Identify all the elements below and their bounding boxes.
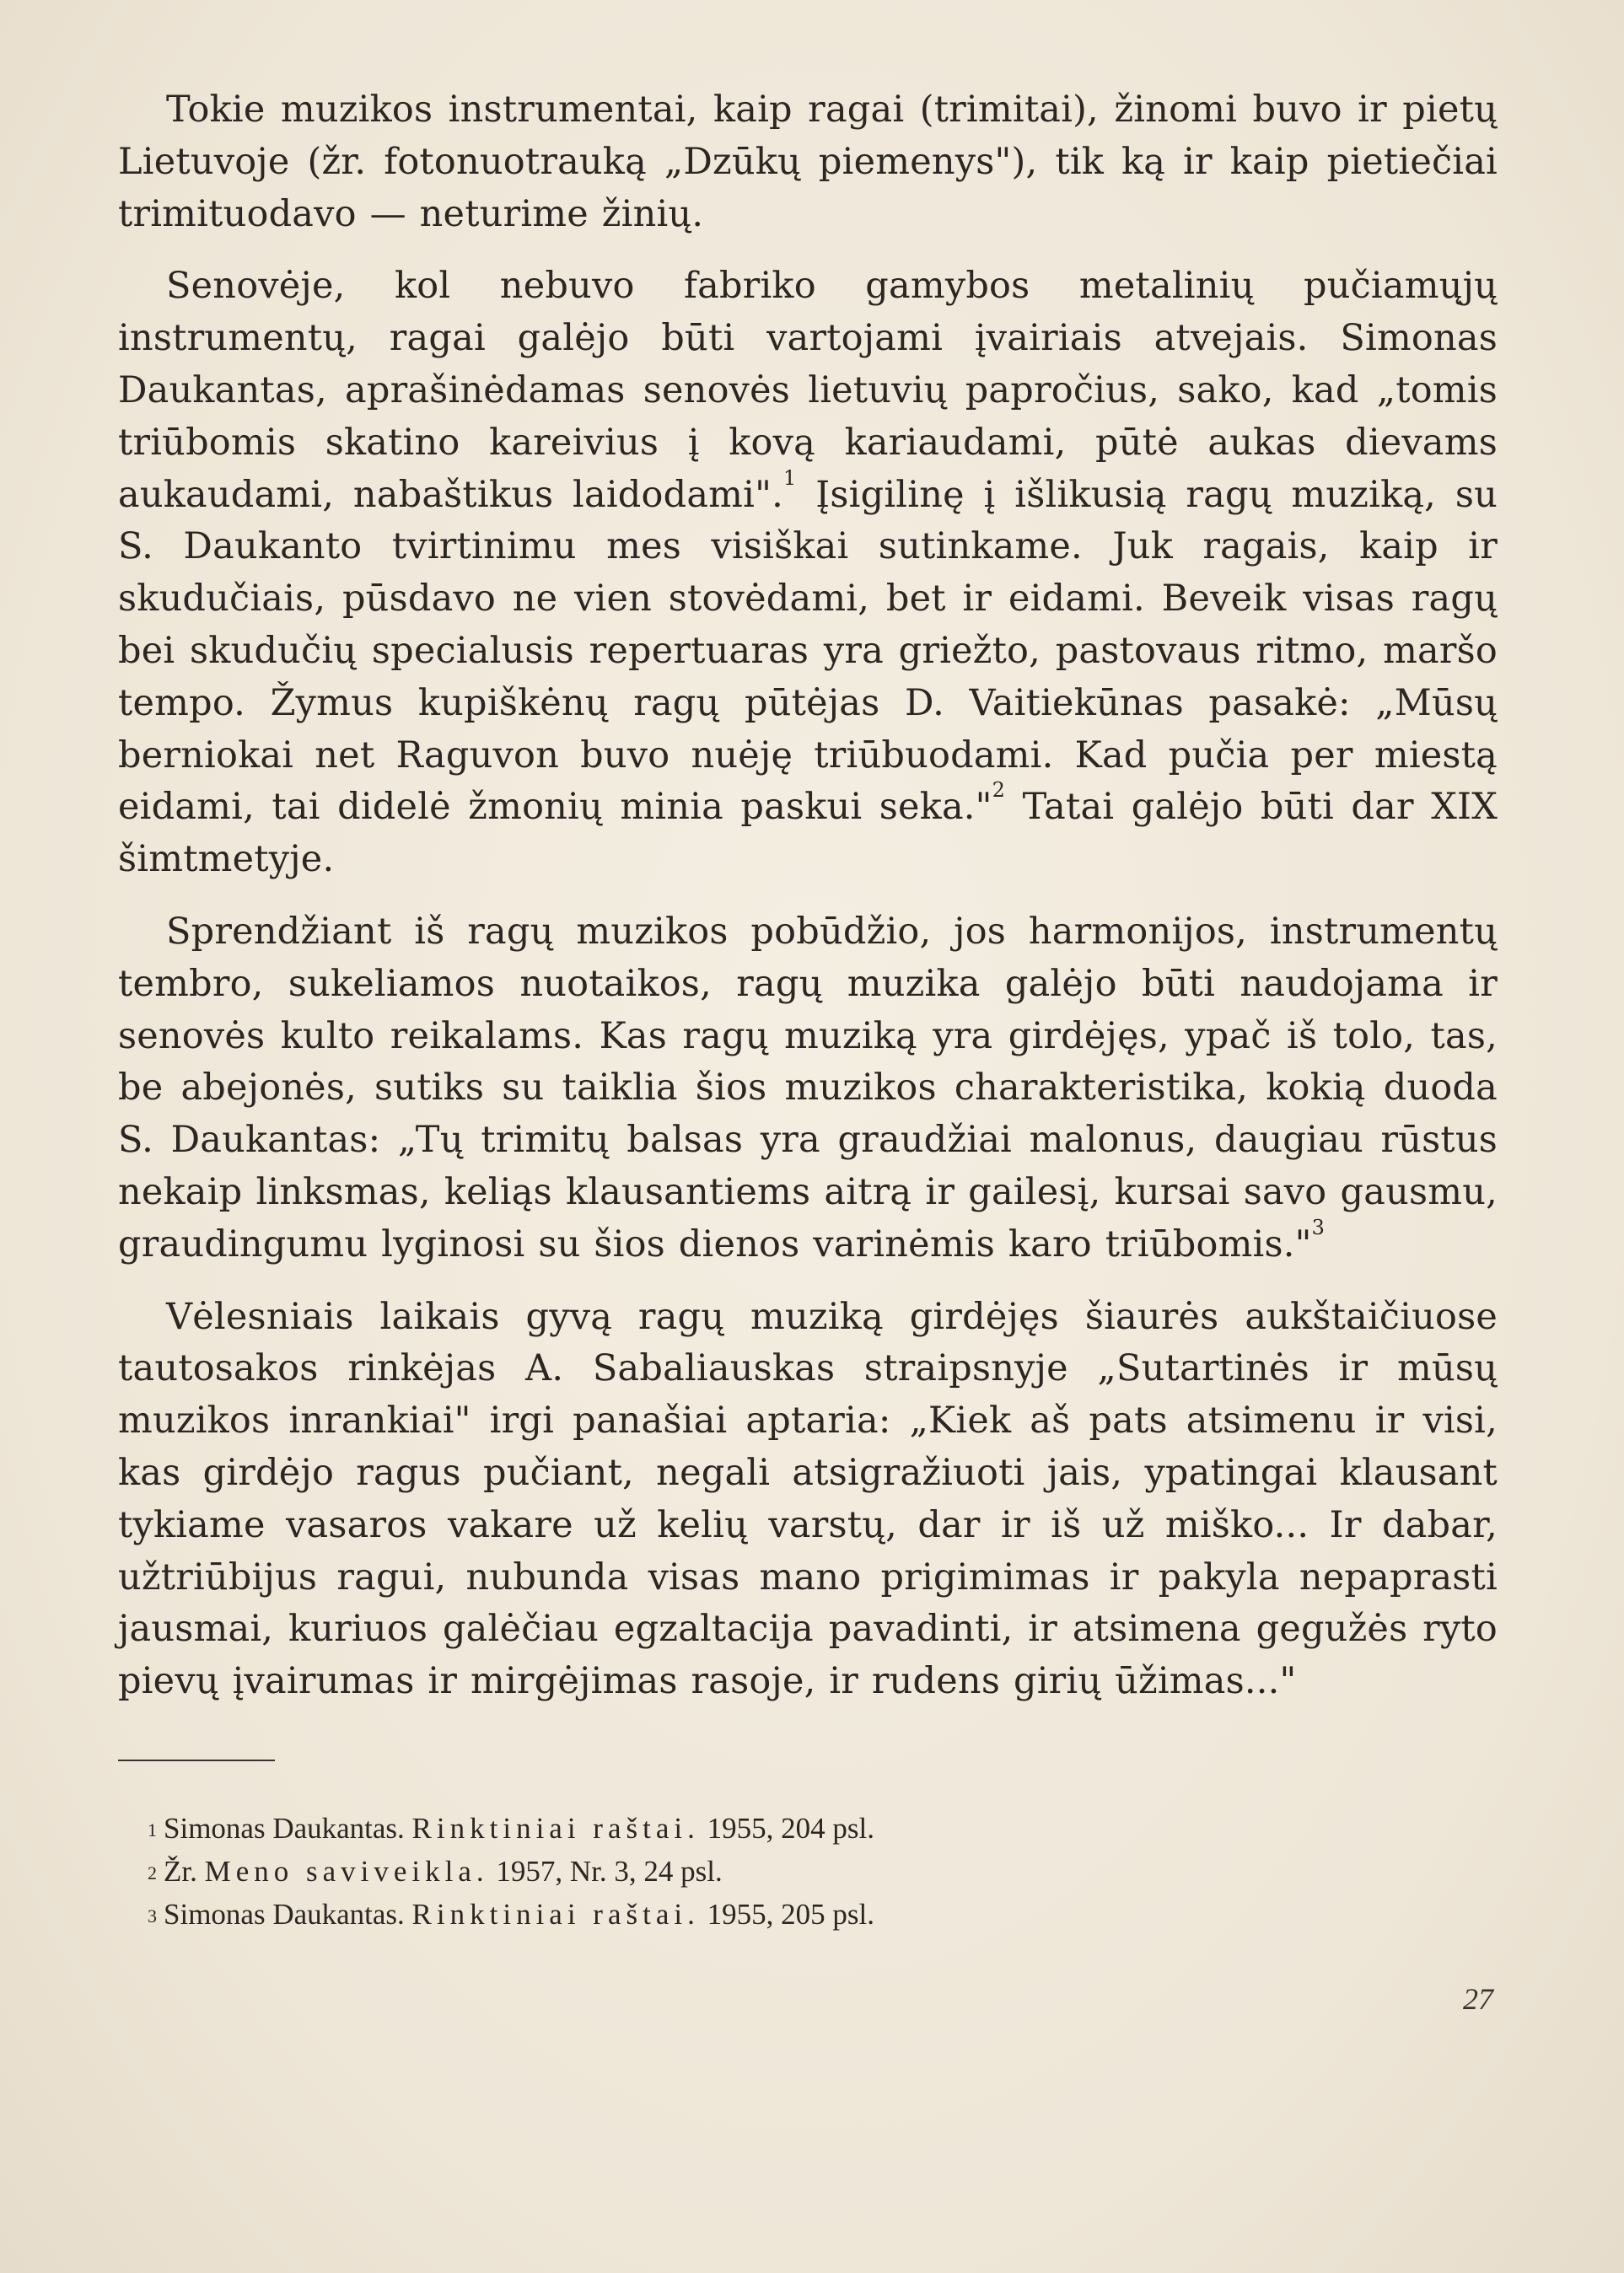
page-number: 27 [1463, 1982, 1493, 2016]
paragraph-2 [118, 261, 1498, 886]
paragraph-3-text: Sprendžiant iš ragų muzikos pobūdžio, jos harmonijos, instrumentų tembro, sukeliamos nuotaikos, ragų muzika galėjo būti naudojama ir senovės kulto reikalams. Kas ragų muziką yra girdėjęs, ypač iš tolo, tas, be abejonės, sutiks su taiklia šios muzikos charakteristika, kokią duoda S. Daukantas: „Tų trimitų balsas yra graudžiai malonus, daugiau rūstus nekaip linksmas, keliąs klausantiems aitrą ir gailesį, kursai savo gausmu, graudingumu lyginosi su šios dienos varinėmis karo triūbomis." [118, 910, 1498, 1265]
paragraph-2-text-c: Tatai galėjo būti dar XIX šimtmetyje. [118, 786, 1498, 881]
footnote-title: Rinktiniai raštai. [411, 1812, 700, 1845]
paragraph-3 [118, 906, 1498, 1271]
footnote-ref-3: 3 [1311, 1215, 1326, 1239]
footnote-number: 1 [148, 1819, 157, 1840]
paragraph-2-text-b: Įsigilinę į išlikusią ragų muziką, su S. Daukanto tvirtinimu mes visiškai sutinkame. Juk ragais, kaip ir skudučiais, pūsdavo ne vien stovėdami, bet ir eidami. Beveik visas ragų bei skudučių specialusis repertuaras yra griežto, pastovaus ritmo, maršo tempo. Žymus kupiškėnų ragų pūtėjas D. Vaitiekūnas pasakė: „Mūsų berniokai net Raguvon buvo nuėję triūbuodami. Kad pučia per miestą eidami, tai didelė žmonių minia paskui seka." [118, 473, 1498, 829]
footnote-2 [148, 1850, 1244, 1893]
paragraph-1-text: Tokie muzikos instrumentai, kaip ragai (trimitai), žinomi buvo ir pietų Lietuvoje (žr. fotonuotrauką „Dzūkų piemenys"), tik ką ir kaip pietiečiai trimituodavo — neturime žinių. [118, 89, 1498, 235]
footnote-number: 3 [148, 1905, 157, 1926]
footnote-details: 1955, 204 psl. [707, 1812, 874, 1845]
footnote-1 [148, 1807, 1244, 1850]
footnote-ref-1: 1 [782, 465, 797, 490]
footnote-divider [118, 1760, 275, 1761]
footnote-3 [148, 1893, 1244, 1936]
paragraph-4-text: Vėlesniais laikais gyvą ragų muziką girdėjęs šiaurės aukštaičiuose tautosakos rinkėjas A. Sabaliauskas straipsnyje „Sutartinės ir mūsų muzikos inrankiai" irgi panašiai aptaria: „Kiek aš pats atsimenu ir visi, kas girdėjo ragus pučiant, negali atsigražiuoti jais, ypatingai klausant tykiame vasaros vakare už kelių varstų, dar ir iš už miško... Ir dabar, užtriūbijus ragui, nubunda visas mano prigimimas ir pakyla nepaprasti jausmai, kuriuos galėčiau egzaltacija pavadinti, ir atsimena gegužės ryto pievų įvairumas ir mirgėjimas rasoje, ir rudens girių ūžimas..." [118, 1295, 1498, 1703]
footnote-title: Meno saviveikla. [204, 1855, 489, 1888]
footnote-details: 1957, Nr. 3, 24 psl. [496, 1855, 723, 1888]
footnote-ref-2: 2 [992, 778, 1006, 803]
footnote-author: Žr. [164, 1855, 197, 1888]
footnote-author: Simonas Daukantas. [164, 1812, 405, 1845]
footnotes [148, 1807, 1244, 1936]
paragraph-1 [118, 84, 1498, 240]
paragraph-4 [118, 1292, 1498, 1708]
footnote-number: 2 [148, 1862, 157, 1883]
paragraph-2-text-a: Senovėje, kol nebuvo fabriko gamybos metalinių pučiamųjų instrumentų, ragai galėjo būti vartojami įvairiais atvejais. Simonas Daukantas, aprašinėdamas senovės lietuvių papročius, sako, kad „tomis triūbomis skatino kareivius į kovą kariaudami, pūtė aukas dievams aukaudami, nabaštikus laidodami". [118, 265, 1498, 516]
footnote-details: 1955, 205 psl. [707, 1898, 874, 1931]
footnote-author: Simonas Daukantas. [164, 1898, 405, 1931]
main-text [118, 84, 1498, 1728]
footnote-title: Rinktiniai raštai. [411, 1898, 700, 1931]
